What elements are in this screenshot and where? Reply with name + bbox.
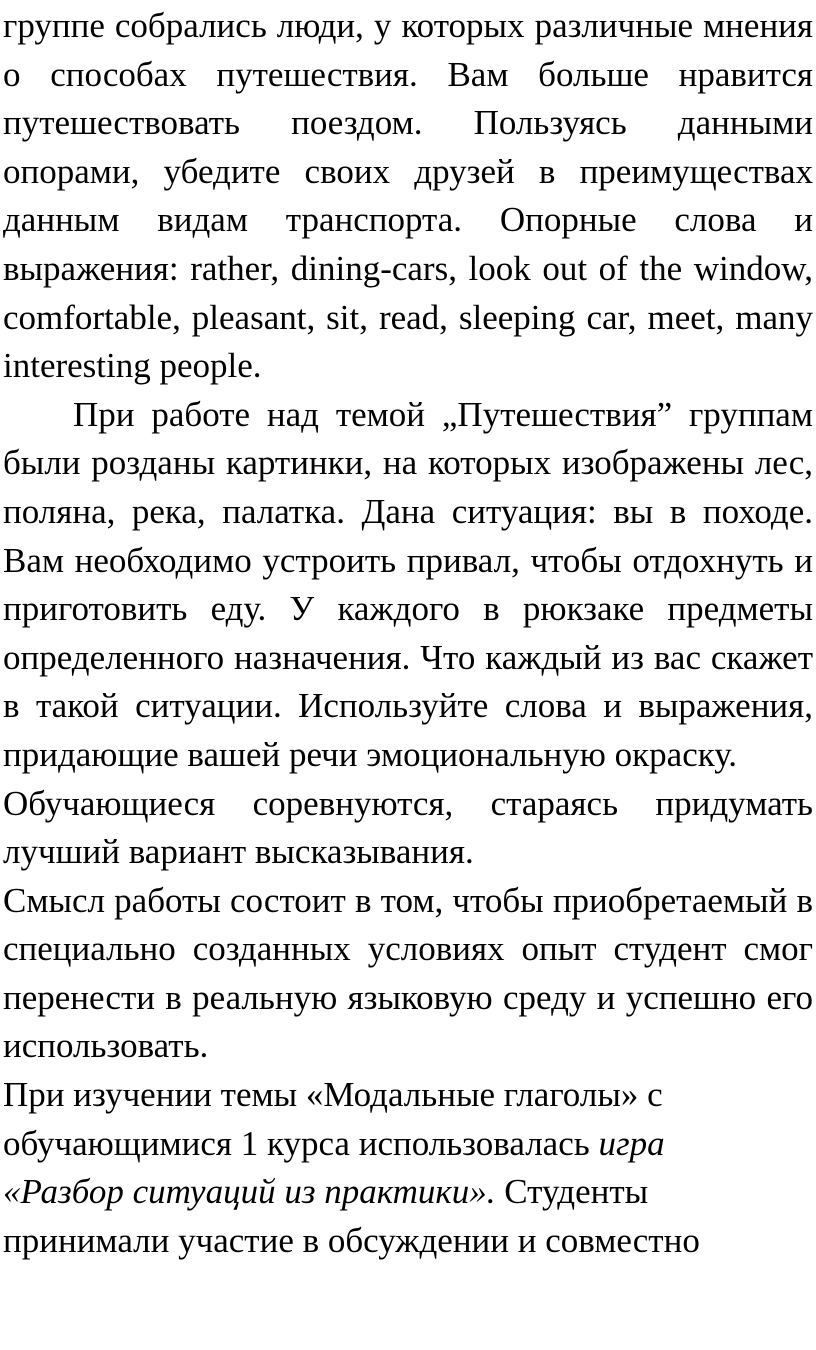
game-name-italic: «Разбор ситуаций из практики».: [3, 1172, 496, 1212]
paragraph-travel-hiking: При работе над темой „Путешествия” группам были розданы картинки, на которых изображены лес, поляна, река, палатка. Дана ситуация: вы в походе. Вам необходимо устроить привал, чтобы отдохнуть и приготовить еду. У каждого в рюкзаке предметы определенного назначения. Что каждый из вас скажет в такой ситуации. Используйте слова и выражения, придающие вашей речи эмоциональную окраску.: [3, 394, 813, 774]
modal-verbs-line-3-end: Студенты: [495, 1172, 649, 1212]
modal-verbs-line-2-start: обучающимися 1 курса использовалась: [3, 1123, 599, 1163]
paragraph-modal-verbs: [3, 1071, 813, 1265]
paragraph-competition: Обучающиеся соревнуются, стараясь придумать лучший вариант высказывания.: [3, 783, 813, 872]
paragraph-purpose: Смысл работы состоит в том, чтобы приобретаемый в специально созданных условиях опыт студент смог перенести в реальную языковую среду и успешно его использовать.: [3, 880, 813, 1066]
game-term-italic: игра: [598, 1123, 665, 1163]
modal-verbs-line-1: При изучении темы «Модальные глаголы» с: [3, 1075, 663, 1115]
paragraph-travel-by-train: группе собрались люди, у которых различные мнения о способах путешествия. Вам больше нравится путешествовать поездом. Пользуясь данными опорами, убедите своих друзей в преимуществах данным видам транспорта. Опорные слова и выражения: rather, dining-cars, look out of the window, comfortable, pleasant, sit, read, sleeping car, meet, many interesting people.: [3, 6, 813, 386]
modal-verbs-line-4: принимали участие в обсуждении и совместно: [3, 1220, 700, 1260]
